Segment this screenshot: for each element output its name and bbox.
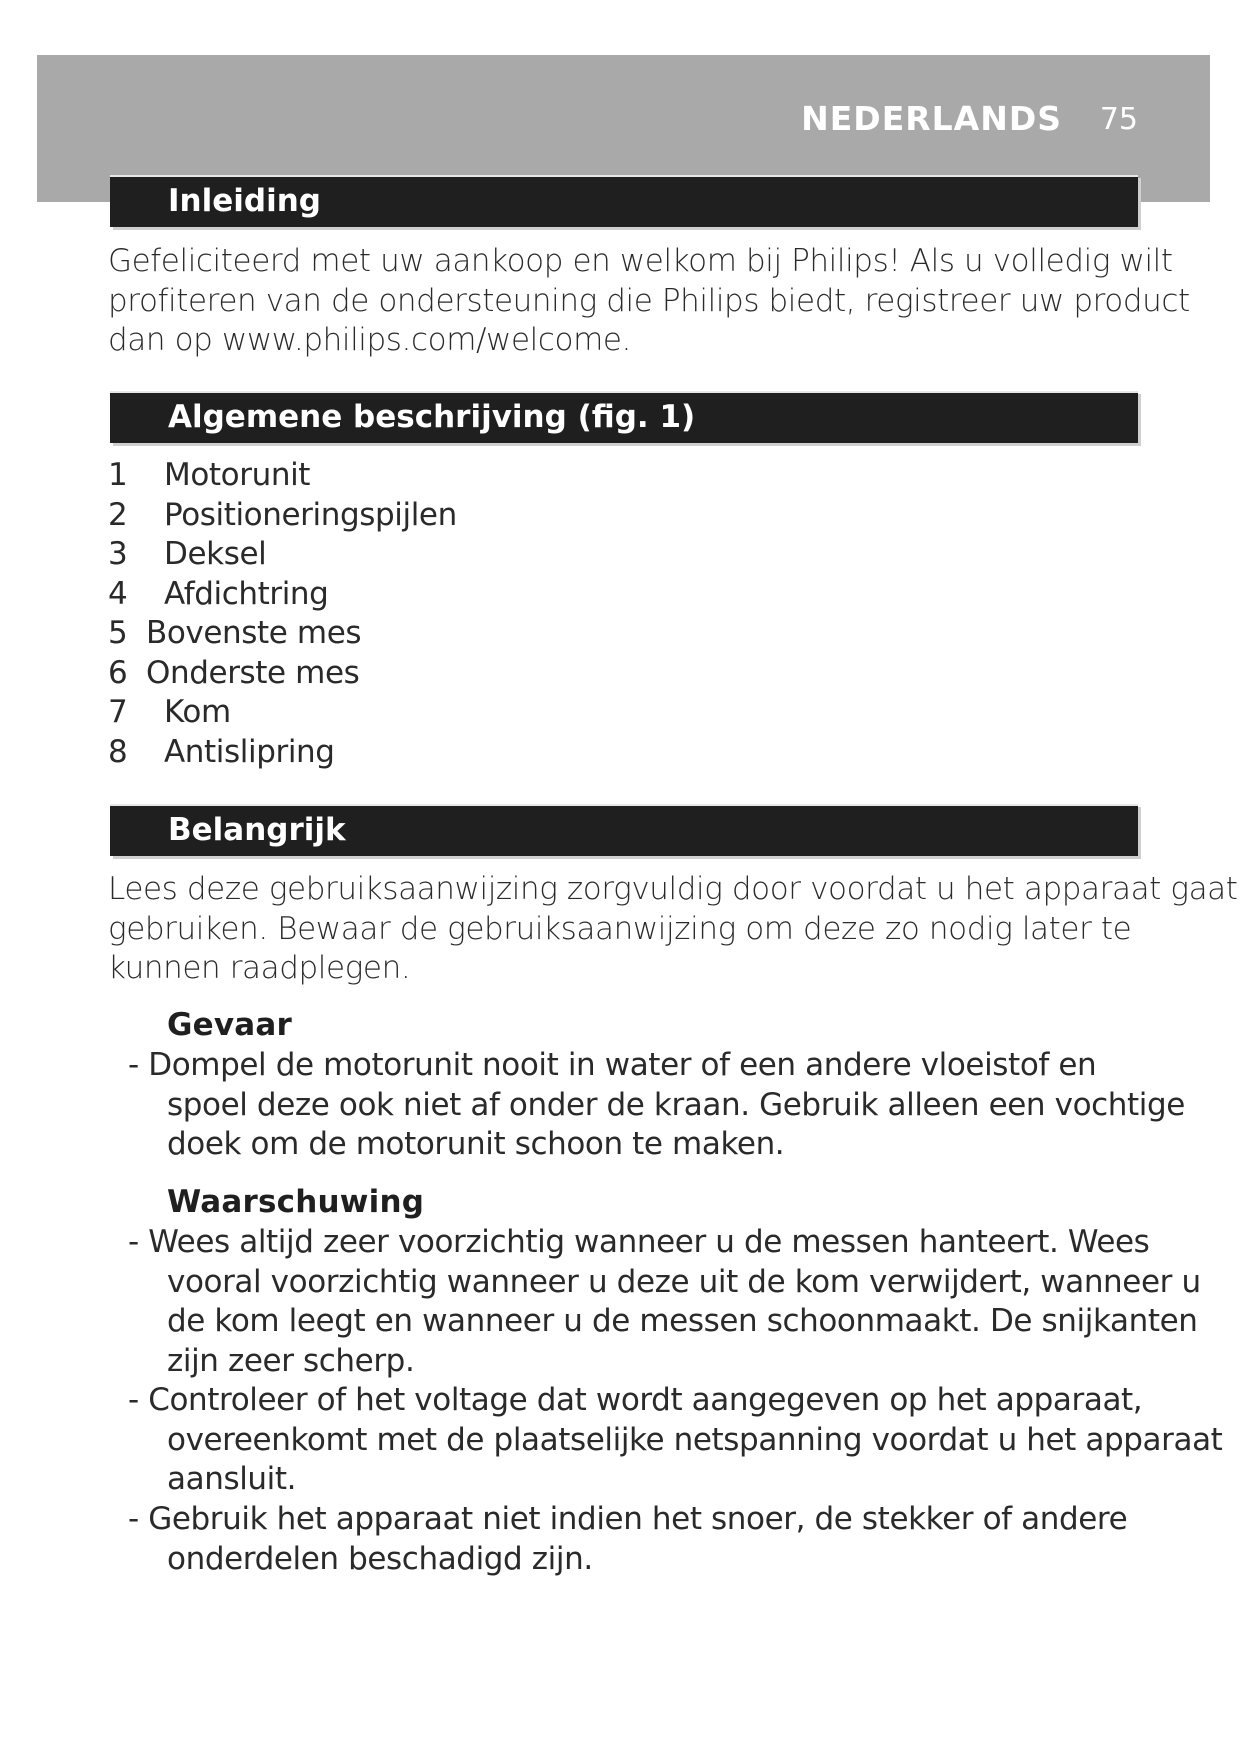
item-number: 5 [108,615,128,651]
header-language: NEDERLANDS [801,99,1062,138]
item-label: Bovenste mes [146,615,362,651]
important-line: gebruiken. Bewaar de gebruiksaanwijzing om deze zo nodig later te [108,910,1132,947]
warning-bullet [128,1223,1201,1381]
section-title-description: Algemene beschrijving (fig. 1) [168,399,696,435]
list-item [108,496,457,536]
page-number: 75 [1099,102,1138,137]
intro-line: dan op www.philips.com/welcome. [108,322,632,358]
important-line: Lees deze gebruiksaanwijzing zorgvuldig door voordat u het apparaat gaat [108,871,1238,907]
danger-bullet [128,1046,1185,1165]
item-label: Deksel [164,536,267,572]
bullet-line: spoel deze ook niet af onder de kraan. Gebruik alleen een vochtige [167,1086,1185,1123]
section-title-intro: Inleiding [168,183,321,219]
section-title-important: Belangrijk [168,812,346,848]
item-number: 6 [108,654,128,691]
list-item [108,693,457,733]
bullet-line: - Controleer of het voltage dat wordt aangegeven op het apparaat, [128,1382,1143,1418]
list-item [108,575,457,615]
item-label: Onderste mes [146,654,360,691]
section-heading-important [110,804,1138,856]
bullet-line: zijn zeer scherp. [167,1342,415,1379]
item-label: Positioneringspijlen [164,496,457,533]
item-label: Afdichtring [164,575,329,612]
bullet-line: - Gebruik het apparaat niet indien het snoer, de stekker of andere [128,1501,1128,1537]
important-paragraph [108,870,1238,989]
warning-heading: Waarschuwing [167,1184,425,1220]
list-item [108,733,457,773]
section-heading-description [110,391,1138,443]
list-item [108,614,457,654]
bullet-line: onderdelen beschadigd zijn. [167,1540,593,1577]
warning-bullet [128,1381,1223,1500]
intro-line: profiteren van de ondersteuning die Philips biedt, registreer uw product [108,282,1190,319]
bullet-line: overeenkomt met de plaatselijke netspanning voordat u het apparaat [167,1421,1223,1458]
item-number: 8 [108,733,128,770]
danger-heading: Gevaar [167,1007,293,1043]
item-label: Motorunit [164,457,311,493]
intro-line: Gefeliciteerd met uw aankoop en welkom bij Philips! Als u volledig wilt [108,243,1173,279]
item-number: 4 [108,575,128,612]
list-item [108,535,457,575]
warning-bullet [128,1500,1158,1579]
section-heading-intro [110,175,1138,227]
item-number: 7 [108,694,128,730]
intro-paragraph [108,242,1190,361]
bullet-line: de kom leegt en wanneer u de messen schoonmaakt. De snijkanten [167,1303,1198,1339]
item-label: Antislipring [164,733,335,770]
item-number: 3 [108,536,128,572]
bullet-line: aansluit. [167,1461,297,1497]
item-number: 2 [108,496,128,533]
bullet-line: vooral voorzichtig wanneer u deze uit de kom verwijdert, wanneer u [167,1263,1201,1300]
bullet-line: doek om de motorunit schoon te maken. [167,1126,785,1162]
parts-list [108,456,457,772]
important-line: kunnen raadplegen. [108,950,411,986]
list-item [108,456,457,496]
bullet-line: - Dompel de motorunit nooit in water of een andere vloeistof en [128,1047,1097,1083]
item-number: 1 [108,457,128,493]
list-item [108,654,457,694]
bullet-line: - Wees altijd zeer voorzichtig wanneer u de messen hanteert. Wees [128,1224,1150,1260]
item-label: Kom [164,694,231,730]
